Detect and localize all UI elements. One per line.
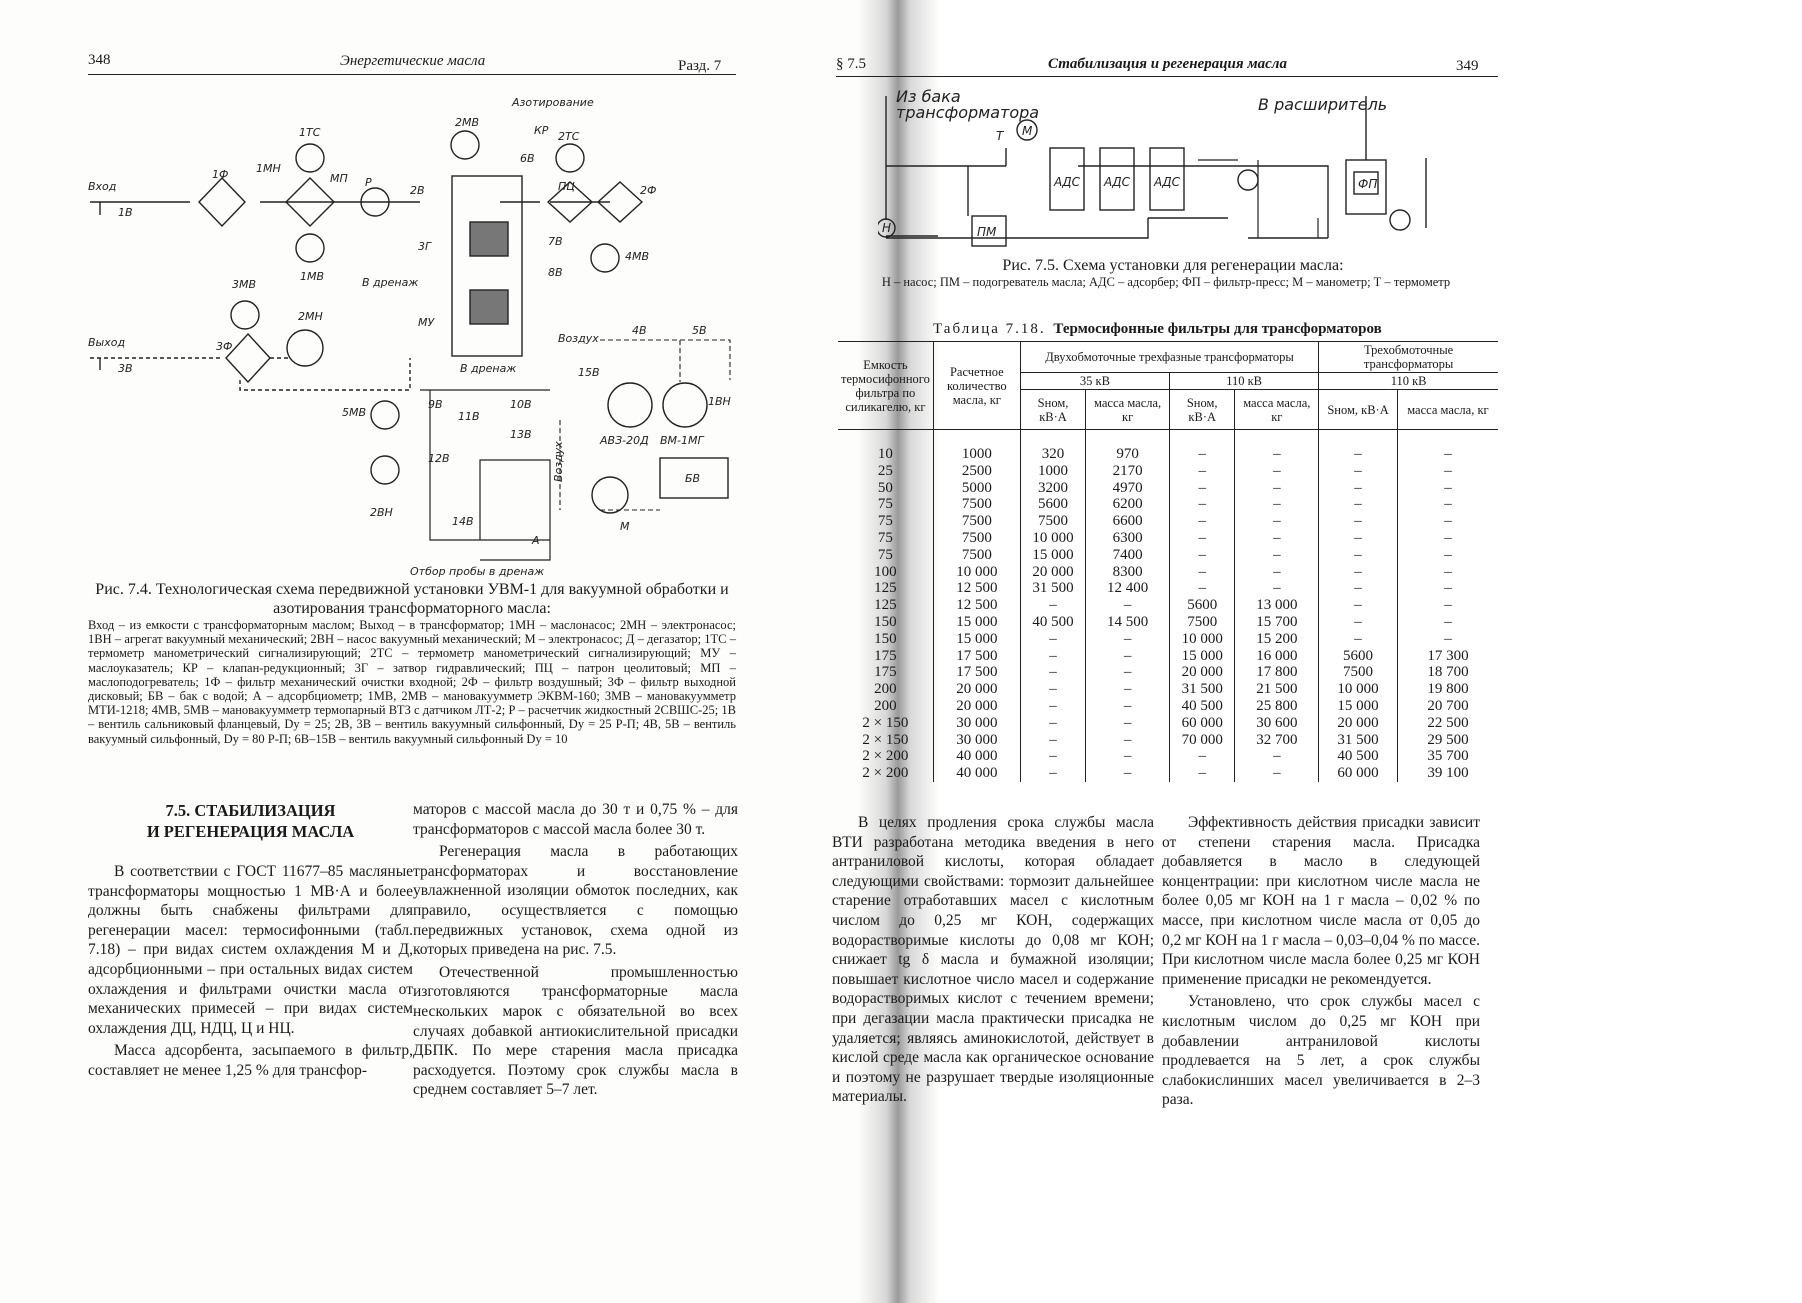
table-cell: 30 600 — [1235, 715, 1319, 732]
table-cell: – — [1020, 648, 1085, 665]
table-cell: 22 500 — [1397, 715, 1498, 732]
table-cell: 17 300 — [1397, 648, 1498, 665]
table-cell: 2 × 150 — [862, 714, 909, 731]
table-cell: 35 700 — [1397, 748, 1498, 765]
table-row — [838, 430, 1498, 463]
table-cell: 7500 — [1319, 664, 1398, 681]
svg-text:ПМ: ПМ — [977, 225, 997, 239]
table-cell: 40 500 — [1319, 748, 1398, 765]
table-cell: – — [1235, 513, 1319, 530]
svg-text:АДС: АДС — [1104, 175, 1130, 189]
table-cell: 20 000 — [1319, 715, 1398, 732]
table-cell: – — [1235, 564, 1319, 581]
svg-text:Воздух: Воздух — [552, 441, 565, 482]
table-cell: 60 000 — [1170, 715, 1235, 732]
table-cell: 2170 — [1086, 463, 1170, 480]
table-cell: – — [1397, 463, 1498, 480]
svg-text:Из бака: Из бака — [896, 88, 961, 106]
table-row — [838, 631, 1498, 648]
table-cell: – — [1020, 765, 1085, 782]
table-row — [838, 748, 1498, 765]
table-cell: 970 — [1086, 430, 1170, 463]
table-cell: – — [1086, 715, 1170, 732]
table-cell: 12 400 — [1086, 580, 1170, 597]
table-cell: 15 000 — [1319, 698, 1398, 715]
table-cell: 200 — [874, 697, 897, 714]
svg-text:6В: 6В — [520, 152, 535, 165]
svg-text:1Ф: 1Ф — [212, 168, 229, 181]
table-cell: – — [1170, 430, 1235, 463]
table-row — [838, 496, 1498, 513]
svg-text:АДС: АДС — [1154, 175, 1180, 189]
table-cell: – — [1170, 496, 1235, 513]
svg-text:3В: 3В — [118, 362, 133, 375]
table-row — [838, 480, 1498, 497]
svg-text:Н: Н — [882, 221, 892, 235]
table-cell: – — [1170, 748, 1235, 765]
table-cell: 2 × 200 — [862, 765, 909, 782]
table-cell: – — [1020, 664, 1085, 681]
table-cell: – — [1397, 564, 1498, 581]
svg-text:8В: 8В — [548, 266, 563, 279]
table-cell: – — [1020, 631, 1085, 648]
svg-text:4МВ: 4МВ — [625, 250, 650, 263]
table-cell: – — [1319, 513, 1398, 530]
svg-text:10В: 10В — [510, 398, 532, 411]
table-cell: 17 500 — [933, 664, 1020, 681]
svg-text:1МВ: 1МВ — [300, 270, 325, 283]
svg-text:14В: 14В — [452, 515, 474, 528]
svg-text:Т: Т — [996, 129, 1004, 143]
svg-text:3Ф: 3Ф — [216, 340, 233, 353]
table-cell: 75 — [877, 496, 893, 513]
table-cell: 15 000 — [1020, 547, 1085, 564]
svg-text:ПЦ: ПЦ — [558, 180, 575, 193]
table-cell: 7500 — [1020, 513, 1085, 530]
table-cell: 1000 — [933, 430, 1020, 463]
col-header: Расчетное количество масла, кг — [933, 342, 1020, 430]
figure-caption: Рис. 7.5. Схема установки для регенерации масла: — [1002, 257, 1344, 274]
svg-text:12В: 12В — [428, 452, 450, 465]
svg-text:трансформатора: трансформатора — [896, 103, 1040, 122]
running-title: Стабилизация и регенерация масла — [1048, 56, 1287, 72]
table-cell: – — [1235, 530, 1319, 547]
figure-legend: Н – насос; ПМ – подогреватель масла; АДС – адсорбер; ФП – фильтр-пресс; М – манометр; Т – термометр — [881, 275, 1451, 289]
table-cell: – — [1319, 564, 1398, 581]
table-row — [838, 580, 1498, 597]
table-cell: 40 000 — [933, 748, 1020, 765]
table-cell: 6600 — [1086, 513, 1170, 530]
table-cell: 200 — [874, 681, 897, 698]
table-row — [838, 715, 1498, 732]
table-cell: 150 — [874, 613, 897, 630]
table-cell: 17 800 — [1235, 664, 1319, 681]
table-cell: 39 100 — [1397, 765, 1498, 782]
table-cell: 32 700 — [1235, 732, 1319, 749]
table-cell: – — [1170, 530, 1235, 547]
svg-text:В расширитель: В расширитель — [1258, 95, 1388, 114]
table-row — [838, 681, 1498, 698]
table-cell: 5600 — [1319, 648, 1398, 665]
table-cell: – — [1020, 715, 1085, 732]
table-cell: 7500 — [1170, 614, 1235, 631]
table-cell: – — [1170, 480, 1235, 497]
table-cell: 40 500 — [1170, 698, 1235, 715]
svg-text:Воздух: Воздух — [558, 332, 599, 345]
svg-text:А: А — [532, 534, 540, 547]
table-cell: 7500 — [933, 496, 1020, 513]
figure-caption: Рис. 7.4. Технологическая схема передвижной установки УВМ-1 для вакуумной обработки и азотирования трансформаторного масла: — [95, 581, 729, 617]
table-cell: – — [1397, 513, 1498, 530]
table-cell: 5600 — [1020, 496, 1085, 513]
table-cell: – — [1170, 463, 1235, 480]
svg-text:МУ: МУ — [418, 316, 435, 329]
fig-caption-label: Отбор пробы в дренаж — [410, 565, 545, 578]
table-cell: – — [1170, 765, 1235, 782]
table-cell: – — [1319, 597, 1398, 614]
table-row — [838, 648, 1498, 665]
table-cell: 30 000 — [933, 732, 1020, 749]
table-cell: – — [1170, 580, 1235, 597]
table-cell: – — [1397, 530, 1498, 547]
svg-text:2МН: 2МН — [298, 310, 323, 323]
table-cell: 17 500 — [933, 648, 1020, 665]
section-ref: § 7.5 — [836, 56, 866, 72]
table-caption: Таблица 7.18. Термосифонные фильтры для трансформаторов — [933, 321, 1382, 337]
table-cell: 2 × 200 — [862, 748, 909, 765]
table-cell: 10 000 — [933, 564, 1020, 581]
table-cell: – — [1397, 430, 1498, 463]
table-cell: – — [1020, 698, 1085, 715]
table-cell: – — [1235, 430, 1319, 463]
col-header: Двухобмоточные трехфазные трансформаторы — [1020, 342, 1318, 373]
table-cell: – — [1020, 597, 1085, 614]
table-cell: – — [1319, 463, 1398, 480]
table-cell: 30 000 — [933, 715, 1020, 732]
table-cell: 15 000 — [933, 631, 1020, 648]
table-cell: – — [1086, 698, 1170, 715]
table-cell: – — [1086, 597, 1170, 614]
table-cell: 7500 — [933, 513, 1020, 530]
table-cell: 15 000 — [933, 614, 1020, 631]
svg-text:ВМ-1МГ: ВМ-1МГ — [660, 434, 704, 447]
table-cell: 20 000 — [1170, 664, 1235, 681]
svg-text:МП: МП — [330, 172, 348, 185]
svg-text:1В: 1В — [118, 206, 133, 219]
table-cell: – — [1170, 564, 1235, 581]
page-number: 348 — [88, 52, 111, 68]
svg-text:Выход: Выход — [88, 336, 126, 349]
table-cell: 31 500 — [1170, 681, 1235, 698]
svg-text:13В: 13В — [510, 428, 532, 441]
table-cell: 125 — [874, 580, 897, 597]
table-cell: 320 — [1020, 430, 1085, 463]
table-cell: – — [1235, 496, 1319, 513]
table-cell: 8300 — [1086, 564, 1170, 581]
table-cell: 6300 — [1086, 530, 1170, 547]
table-cell: 20 000 — [933, 681, 1020, 698]
table-cell: – — [1020, 748, 1085, 765]
table-cell: 40 000 — [933, 765, 1020, 782]
table-cell: 15 200 — [1235, 631, 1319, 648]
svg-text:1ТС: 1ТС — [299, 126, 321, 139]
table-cell: – — [1235, 765, 1319, 782]
text-column-2: маторов с массой масла до 30 т и 0,75 % – для трансформаторов с массой масла более 30 т. Регенерация масла в работающих трансформаторах и восстановление увлажненной изоляции обмоток последних, как правило, осуществляется с помощью передвижных установок, схема одной из которых приведена на рис. 7.5. Отечественной промышленностью изготовляются трансформаторные масла нескольких марок с обязательной во всех случаях добавкой антиокислительной присадки ДБПК. По мере старения масла присадка расходуется. Поэтому срок службы масла в среднем составляет 5–7 лет. — [413, 801, 738, 1099]
table-row — [838, 614, 1498, 631]
table-cell: – — [1319, 547, 1398, 564]
svg-text:2МВ: 2МВ — [455, 116, 480, 129]
text-column-2: Эффективность действия присадки зависит от степени старения масла. Присадка добавляется в масло в следующей концентрации: при кислотном числе масла не более 0,05 мг КОН на 1 г масла – 0,02 % по массе, при кислотном числе масла от 0,05 до 0,2 мг КОН на 1 г масла – 0,03–0,04 % по массе. При кислотном числе масла более 0,25 мг КОН применение присадки не рекомендуется. Установлено, что срок службы масел с кислотным числом до 0,25 мг КОН при добавлении антраниловой кислоты продлевается на 5 лет, а срок службы слабокислинших масел увеличивается в 2–3 раза. — [1162, 814, 1480, 1109]
right-page — [832, 0, 1802, 1303]
section-heading: 7.5. СТАБИЛИЗАЦИЯ И РЕГЕНЕРАЦИЯ МАСЛА — [146, 801, 355, 841]
col-header: Трехобмоточные трансформаторы — [1319, 342, 1498, 373]
table-cell: 5000 — [933, 480, 1020, 497]
header-rule — [88, 74, 736, 75]
svg-text:М: М — [1022, 124, 1033, 138]
fig-label: Азотирование — [512, 96, 594, 109]
table-cell: 31 500 — [1319, 732, 1398, 749]
table-cell: 10 000 — [1319, 681, 1398, 698]
table-cell: – — [1235, 580, 1319, 597]
svg-text:М: М — [620, 520, 630, 533]
svg-text:АДС: АДС — [1054, 175, 1080, 189]
table-cell: – — [1235, 748, 1319, 765]
table-cell: 15 700 — [1235, 614, 1319, 631]
svg-text:5В: 5В — [692, 324, 707, 337]
svg-text:4В: 4В — [632, 324, 647, 337]
table-cell: – — [1170, 547, 1235, 564]
svg-text:3Г: 3Г — [418, 240, 432, 253]
svg-text:АВЗ-20Д: АВЗ-20Д — [600, 434, 649, 447]
svg-text:9В: 9В — [428, 398, 443, 411]
table-cell: 25 800 — [1235, 698, 1319, 715]
table-cell: – — [1397, 597, 1498, 614]
table-row — [838, 547, 1498, 564]
svg-text:1МН: 1МН — [256, 162, 281, 175]
svg-text:1ВН: 1ВН — [708, 395, 731, 408]
table-row — [838, 530, 1498, 547]
table-row — [838, 513, 1498, 530]
table-cell: 6200 — [1086, 496, 1170, 513]
svg-text:15В: 15В — [578, 366, 600, 379]
table-cell: – — [1086, 681, 1170, 698]
table-cell: 20 000 — [933, 698, 1020, 715]
table-cell: 10 — [877, 446, 893, 462]
col-header: Емкость термосифонного фильтра по силикагелю, кг — [838, 342, 933, 430]
table-cell: – — [1397, 580, 1498, 597]
table-cell: – — [1319, 480, 1398, 497]
table-cell: 18 700 — [1397, 664, 1498, 681]
table-cell: – — [1319, 530, 1398, 547]
table-cell: 75 — [877, 529, 893, 546]
figure-7-5 — [878, 88, 1468, 258]
table-cell: – — [1319, 631, 1398, 648]
table-cell: – — [1086, 748, 1170, 765]
table-cell: – — [1020, 732, 1085, 749]
section-ref: Разд. 7 — [678, 58, 722, 74]
figure-7-4 — [80, 90, 740, 585]
svg-text:2В: 2В — [410, 184, 425, 197]
table-cell: 12 500 — [933, 597, 1020, 614]
table-cell: 2 × 150 — [862, 731, 909, 748]
table-cell: – — [1319, 614, 1398, 631]
table-cell: – — [1397, 631, 1498, 648]
svg-text:В дренаж: В дренаж — [362, 276, 419, 289]
table-cell: – — [1235, 547, 1319, 564]
table-cell: 3200 — [1020, 480, 1085, 497]
table-cell: 20 700 — [1397, 698, 1498, 715]
table-cell: 75 — [877, 513, 893, 530]
table-cell: 1000 — [1020, 463, 1085, 480]
table-cell: – — [1397, 496, 1498, 513]
table-cell: 10 000 — [1170, 631, 1235, 648]
page-number: 349 — [1456, 58, 1479, 74]
running-title: Энергетические масла — [340, 53, 486, 69]
table-row — [838, 732, 1498, 749]
table-cell: 15 000 — [1170, 648, 1235, 665]
table-cell: – — [1086, 664, 1170, 681]
left-page — [0, 0, 898, 1303]
table-cell: 50 — [877, 479, 893, 496]
svg-text:2ВН: 2ВН — [370, 506, 393, 519]
svg-text:2Ф: 2Ф — [640, 184, 657, 197]
table-cell: 2500 — [933, 463, 1020, 480]
svg-text:ФП: ФП — [1358, 177, 1378, 191]
svg-text:Р: Р — [365, 176, 372, 189]
table-row — [838, 765, 1498, 782]
svg-text:7В: 7В — [548, 235, 563, 248]
table-cell: – — [1235, 463, 1319, 480]
table-cell: 60 000 — [1319, 765, 1398, 782]
table-row — [838, 664, 1498, 681]
table-cell: – — [1319, 496, 1398, 513]
svg-text:3МВ: 3МВ — [232, 278, 257, 291]
table-cell: 7400 — [1086, 547, 1170, 564]
table-cell: – — [1397, 547, 1498, 564]
table-cell: 7500 — [933, 530, 1020, 547]
svg-text:КР: КР — [534, 124, 549, 137]
table-cell: – — [1319, 430, 1398, 463]
table-cell: 16 000 — [1235, 648, 1319, 665]
table-cell: 29 500 — [1397, 732, 1498, 749]
text-column-1: В целях продления срока службы масла ВТИ разработана методика введения в него антраниловой кислоты, которая обладает следующими свойствами: тормозит дальнейшее старение отработавших масел с кислотным числом до 0,25 мг КОН, содержащих водорастворимые кислоты до 0,08 мг КОН; снижает tg δ масла и бумажной изоляции; повышает кислотное число масел и содержание водорастворимых кислот с течением времени; при дегазации масла практически присадка не удаляется; являясь аминокислотой, действует в кислой среде масла как органическое основание и поэтому не разрушает твердые изоляционные материалы. — [832, 814, 1154, 1106]
table-cell: – — [1319, 580, 1398, 597]
table-cell: 10 000 — [1020, 530, 1085, 547]
header-rule — [836, 76, 1498, 77]
svg-text:11В: 11В — [458, 410, 480, 423]
text-column-1: В соответствии с ГОСТ 11677–85 масляные трансформаторы мощностью 1 МВ·А и более должны быть снабжены фильтрами для регенерации масел: термосифонными (табл. 7.18) – при видах систем охлаждения М и Д, адсорбционными – при остальных видах систем охлаждения и фильтрами очистки масла от механических примесей – при видах систем охлаждения ДЦ, НДЦ, Ц и НЦ. Масса адсорбента, засыпаемого в фильтр, составляет не менее 1,25 % для трансфор- — [88, 863, 413, 1079]
table-cell: 25 — [877, 462, 893, 479]
table-row — [838, 564, 1498, 581]
table-cell: 14 500 — [1086, 614, 1170, 631]
table-cell: 100 — [874, 563, 897, 580]
svg-text:5МВ: 5МВ — [342, 406, 367, 419]
table-cell: 4970 — [1086, 480, 1170, 497]
table-cell: – — [1086, 732, 1170, 749]
table-cell: – — [1086, 631, 1170, 648]
table-cell: 5600 — [1170, 597, 1235, 614]
table-cell: 20 000 — [1020, 564, 1085, 581]
table-cell: 12 500 — [933, 580, 1020, 597]
table-cell: 7500 — [933, 547, 1020, 564]
table-cell: 175 — [874, 664, 897, 681]
table-cell: – — [1086, 765, 1170, 782]
svg-text:БВ: БВ — [685, 472, 701, 485]
data-table: Емкость термосифонного фильтра по силикагелю, кг Расчетное количество масла, кг Двухобмоточные трехфазные трансформаторы Трехобмоточные трансформаторы 35 кВ 110 кВ 110 кВ Sном, кВ·А масса масла, кг Sном, кВ·А масса масла, кг Sном, кВ·А масса масла, кг 10 1000 320 970 – – – – 25 2500 1000 2170 – – – – 50 5000 3200 4970 – – – – 75 7500 5600 6200 – – – – 75 7500 7500 6600 – – – – 75 7500 10 000 6300 – – – – 75 7500 15 000 7400 – – – – 100 10 000 20 000 8300 – – – – 125 12 500 31 500 12 400 – – – – 125 12 500 – – 5600 13 000 – – 150 15 000 40 500 14 500 7500 15 700 – – 150 15 000 – – 10 000 15 200 – – 175 17 500 – – 15 000 16 000 5600 17 300 175 17 500 – – 20 000 17 800 7500 18 700 200 20 000 – – 31 500 21 500 10 000 19 800 200 20 000 – – 40 500 25 800 15 000 20 700 2 × 150 30 000 – – 60 000 30 600 20 000 22 500 2 × 150 30 000 – – 70 000 32 700 31 500 29 500 2 × 200 40 000 – – – – 40 500 35 700 2 × 200 40 000 – – – – 60 000 39 100 — [838, 341, 1498, 782]
table-row — [838, 597, 1498, 614]
table-cell: 70 000 — [1170, 732, 1235, 749]
table-cell: 125 — [874, 597, 897, 614]
table-row — [838, 698, 1498, 715]
svg-text:В дренаж: В дренаж — [460, 362, 517, 375]
table-cell: 31 500 — [1020, 580, 1085, 597]
svg-text:Вход: Вход — [88, 180, 117, 193]
table-cell: – — [1020, 681, 1085, 698]
table-cell: 75 — [877, 546, 893, 563]
svg-text:2ТС: 2ТС — [558, 130, 580, 143]
table-cell: 21 500 — [1235, 681, 1319, 698]
table-cell: – — [1397, 614, 1498, 631]
table-cell: 150 — [874, 630, 897, 647]
table-cell: – — [1397, 480, 1498, 497]
table-row — [838, 463, 1498, 480]
table-cell: 13 000 — [1235, 597, 1319, 614]
figure-legend: Вход – из емкости с трансформаторным маслом; Выход – в трансформатор; 1МН – маслонасос; 2МН – электронасос; 1ВН – агрегат вакуумный механический; 2ВН – насос вакуумный механический; М – электронасос; Д – дегазатор; 1ТС – термометр манометрический сигнализирующий; 2ТС – термометр манометрический сигнализирующий; МУ – маслоуказатель; КР – клапан-редукционный; 3Г – затвор гидравлический; ПЦ – патрон цеолитовый; МП – маслоподогреватель; 1Ф – фильтр механический очистки входной; 2Ф – фильтр воздушный; 3Ф – фильтр выходной дисковый; БВ – бак с водой; А – адсорбциометр; 1МВ, 2МВ – мановакуумметр ЭКВМ-160; 3МВ – мановакуумметр МТИ-1218; 4МВ, 5МВ – мановакуумметр термопарный ВТЗ с датчиком ЛТ-2; Р – расчетчик жидкостный 2СВШС-25; 1В – вентиль сальниковый фланцевый, Dy = 25; 2В, 3В – вентиль вакуумный сильфонный, Dy = 25 Р-П; 4В, 5В – вентиль вакуумный сильфонный, Dy = 80 Р-П; 6В–15В – вентиль вакуумный сильфонный Dy = 10 — [88, 618, 736, 746]
table-cell: – — [1170, 513, 1235, 530]
table-cell: – — [1235, 480, 1319, 497]
table-cell: 19 800 — [1397, 681, 1498, 698]
table-cell: – — [1086, 648, 1170, 665]
table-cell: 40 500 — [1020, 614, 1085, 631]
table-cell: 175 — [874, 647, 897, 664]
